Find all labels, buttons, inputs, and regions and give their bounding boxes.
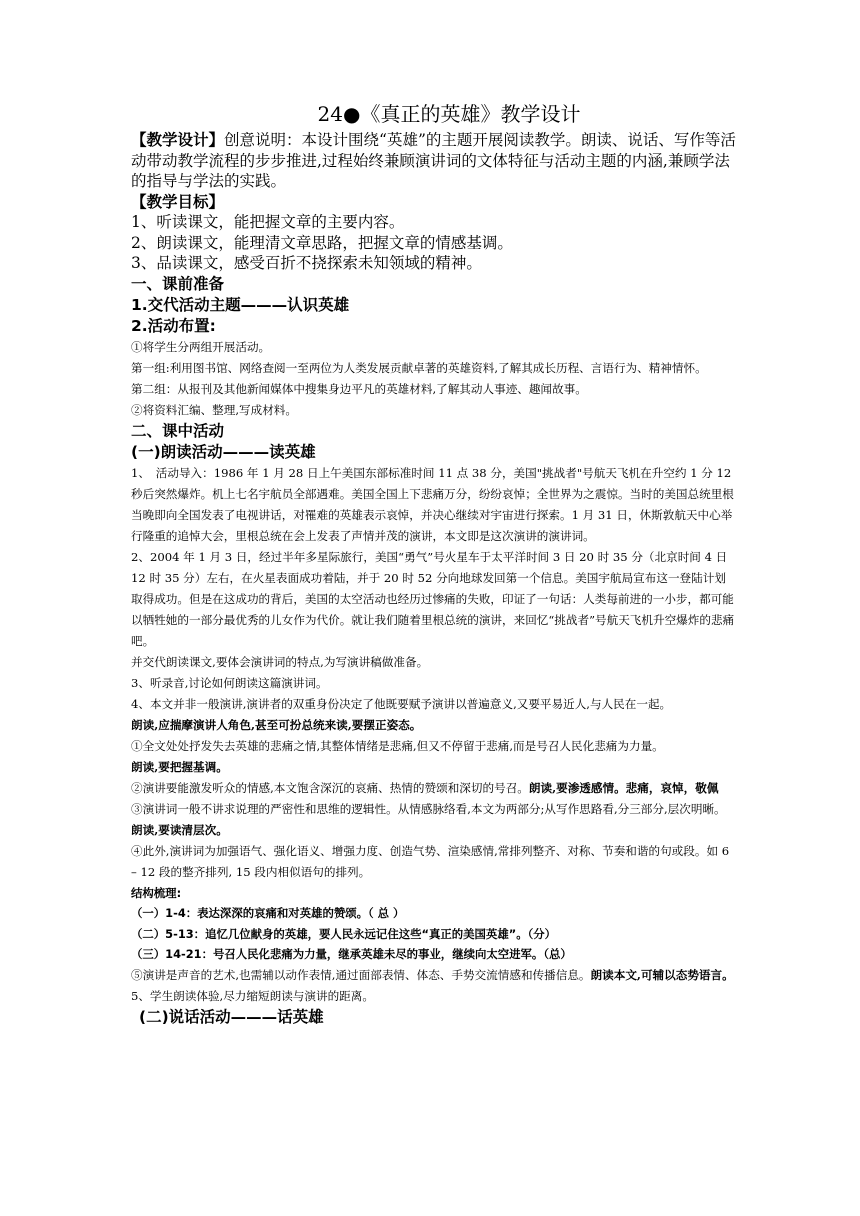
body-paragraph: 并交代朗读课文,要体会演讲词的特点,为写演讲稿做准备。 xyxy=(131,654,429,669)
body-text: ⑤演讲是声音的艺术,也需辅以动作表情,通过面部表情、体态、手势交流情感和传播信息。 xyxy=(131,967,591,982)
design-heading: 【教学设计】 xyxy=(131,130,225,149)
body-paragraph: ①全文处处抒发失去英雄的悲痛之情,其整体情绪是悲痛,但又不停留于悲痛,而是号召人民化悲痛为力量。 xyxy=(131,738,664,753)
body-paragraph: 3、听录音,讨论如何朗读这篇演讲词。 xyxy=(131,675,328,690)
emphasis-text: 朗读,应揣摩演讲人角色,甚至可扮总统来读,要摆正姿态。 xyxy=(131,717,422,732)
section-heading: 二、课中活动 xyxy=(131,421,225,440)
prep-item: ②将资料汇编、整理,写成材料。 xyxy=(131,402,297,417)
subsection-heading: (二)说话活动———话英雄 xyxy=(139,1007,324,1026)
prep-item: 第一组:利用图书馆、网络查阅一至两位为人类发展贡献卓著的英雄资料,了解其成长历程、言语行为、精神情怀。 xyxy=(131,360,707,375)
body-paragraph xyxy=(131,799,737,841)
goal-item: 2、朗读课文，能理清文章思路，把握文章的情感基调。 xyxy=(131,233,513,252)
body-paragraph xyxy=(131,965,737,986)
design-text: 创意说明：本设计围绕“英雄”的主题开展阅读教学。朗读、说话、写作等活动带动教学流程的步步推进,过程始终兼顾演讲词的文体特征与活动主题的内涵,兼顾学法的指导与学法的实践。 xyxy=(131,131,736,190)
document-title: 24●《真正的英雄》教学设计 xyxy=(317,102,581,126)
body-paragraph: 2、2004 年 1 月 3 日，经过半年多星际旅行，美国“勇气”号火星车于太平洋时间 3 日 20 时 35 分（北京时间 4 日 12 时 35 分）左右，在火星表面成功着陆，并于 20 时 52 分向地球发回第一个信息。美国宇航局宣布这一登陆计划取得成功。但是在这成功的背后，美国的太空活动也经历过惨痛的失败，印证了一句话：人类每前进的一小步，都可能以牺牲她的一部分最优秀的儿女作为代价。就让我们随着里根总统的演讲，来回忆“挑战者”号航天飞机升空爆炸的悲痛吧。 xyxy=(131,549,735,648)
subsection-heading: 2.活动布置: xyxy=(131,316,216,335)
prep-item: ①将学生分两组开展活动。 xyxy=(131,339,271,354)
body-paragraph: ④此外,演讲词为加强语气、强化语义、增强力度、创造气势、渲染感情,常排列整齐、对称、节奏和谐的句或段。如 6 – 12 段的整齐排列, 15 段内相似语句的排列。 xyxy=(131,843,730,879)
body-paragraph: 1、 活动导入：1986 年 1 月 28 日上午美国东部标准时间 11 点 38 分，美国"挑战者"号航天飞机在升空约 1 分 12 秒后突然爆炸。机上七名宇航员全部遇难。美国全国上下悲痛万分，纷纷哀悼；全世界为之震惊。当时的美国总统里根当晚即向全国发表了电视讲话，对罹难的英雄表示哀悼，并决心继续对宇宙进行探索。1 月 31 日，休斯敦航天中心举行隆重的追悼大会，里根总统在会上发表了声情并茂的演讲，本文即是这次演讲的演讲词。 xyxy=(131,465,734,543)
design-paragraph xyxy=(131,130,737,192)
goal-item: 3、品读课文，感受百折不挠探索未知领域的精神。 xyxy=(131,254,482,272)
subsection-heading: (一)朗读活动———读英雄 xyxy=(131,442,316,461)
goals-heading: 【教学目标】 xyxy=(131,191,225,211)
subsection-heading: 1.交代活动主题———认识英雄 xyxy=(131,295,350,314)
emphasis-text: 朗读,要把握基调。 xyxy=(131,759,228,774)
emphasis-text: 朗读,要读清层次。 xyxy=(131,822,228,837)
emphasis-text: 朗读本文,可辅以态势语言。 xyxy=(590,967,734,982)
structure-item: （一）1-4：表达深深的哀痛和对英雄的赞颂。（ 总 ） xyxy=(131,906,405,920)
body-text: ③演讲词一般不讲求说理的严密性和思维的逻辑性。从情感脉络看,本文为两部分;从写作思路看,分三部分,层次明晰。 xyxy=(131,801,726,816)
goal-item: 1、听读课文，能把握文章的主要内容。 xyxy=(131,213,405,231)
section-heading: 一、课前准备 xyxy=(131,274,225,293)
body-paragraph xyxy=(131,778,737,799)
structure-heading: 结构梳理: xyxy=(131,885,182,900)
body-paragraph: 5、学生朗读体验,尽力缩短朗读与演讲的距离。 xyxy=(131,988,374,1003)
emphasis-text: 朗读,要渗透感情。悲痛，哀悼，敬佩 xyxy=(528,780,719,795)
body-text: ②演讲要能激发听众的情感,本文饱含深沉的哀痛、热情的赞颂和深切的号召。 xyxy=(131,780,529,795)
document-page xyxy=(131,100,737,1028)
body-paragraph: 4、本文并非一般演讲,演讲者的双重身份决定了他既要赋予演讲以普遍意义,又要平易近人,与人民在一起。 xyxy=(131,696,672,711)
prep-item: 第二组：从报刊及其他新闻媒体中搜集身边平凡的英雄材料,了解其动人事迹、趣闻故事。 xyxy=(131,381,587,396)
structure-item: （三）14-21：号召人民化悲痛为力量，继承英雄未尽的事业，继续向太空进军。（总） xyxy=(131,947,572,961)
structure-item: （二）5-13：追忆几位献身的英雄，要人民永远记住这些“真正的美国英雄”。（分） xyxy=(131,926,557,941)
